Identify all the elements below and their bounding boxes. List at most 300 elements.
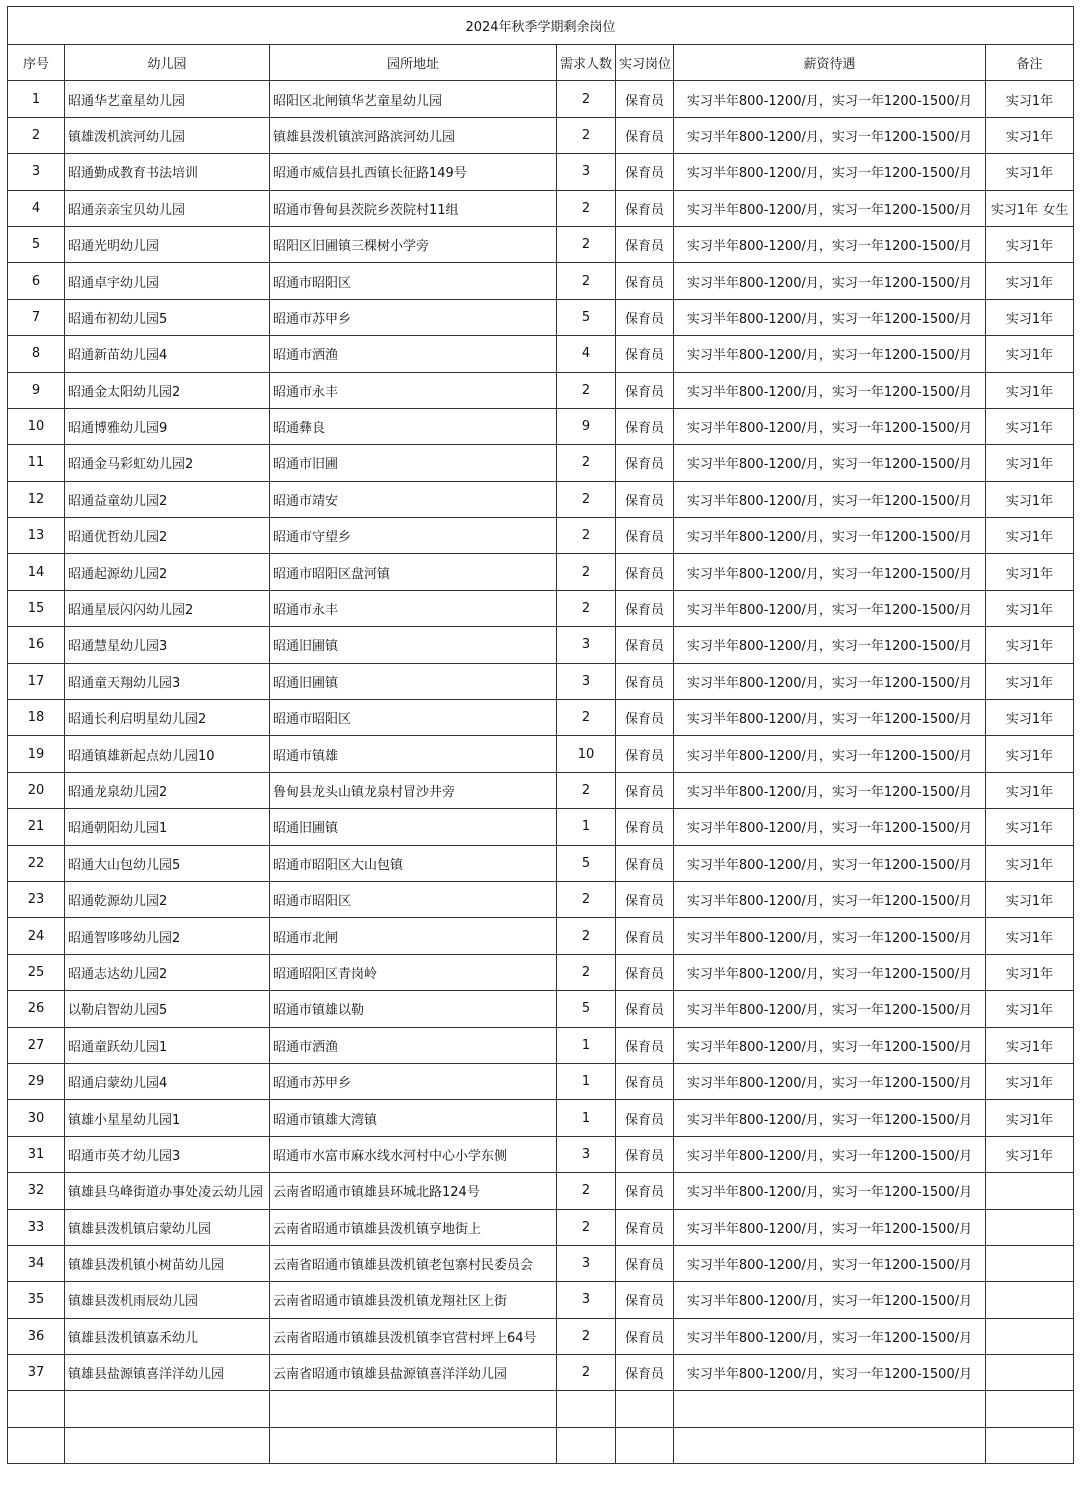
cell-address: 昭通市威信县扎西镇长征路149号 bbox=[270, 154, 557, 190]
table-row bbox=[8, 1427, 1074, 1463]
cell-remark bbox=[986, 1427, 1074, 1463]
cell-demand: 5 bbox=[557, 845, 616, 881]
cell-index: 35 bbox=[8, 1282, 65, 1318]
cell-salary: 实习半年800-1200/月，实习一年1200-1500/月 bbox=[674, 1027, 986, 1063]
cell-kindergarten: 昭通童跃幼儿园1 bbox=[65, 1027, 270, 1063]
cell-demand: 1 bbox=[557, 1027, 616, 1063]
cell-remark: 实习1年 bbox=[986, 590, 1074, 626]
table-row bbox=[8, 845, 1074, 881]
cell-salary: 实习半年800-1200/月，实习一年1200-1500/月 bbox=[674, 336, 986, 372]
cell-address: 昭通市水富市麻水线水河村中心小学东侧 bbox=[270, 1136, 557, 1172]
cell-demand: 2 bbox=[557, 1173, 616, 1209]
cell-demand bbox=[557, 1427, 616, 1463]
cell-position: 保育员 bbox=[616, 991, 674, 1027]
cell-address: 云南省昭通市镇雄县泼机镇亨地街上 bbox=[270, 1209, 557, 1245]
cell-index: 3 bbox=[8, 154, 65, 190]
cell-position: 保育员 bbox=[616, 663, 674, 699]
cell-kindergarten: 昭通光明幼儿园 bbox=[65, 226, 270, 262]
cell-position: 保育员 bbox=[616, 226, 674, 262]
cell-address: 昭通市昭阳区 bbox=[270, 700, 557, 736]
cell-position: 保育员 bbox=[616, 1100, 674, 1136]
header-kindergarten: 幼儿园 bbox=[65, 45, 270, 81]
cell-remark: 实习1年 bbox=[986, 881, 1074, 917]
cell-salary: 实习半年800-1200/月，实习一年1200-1500/月 bbox=[674, 1209, 986, 1245]
cell-index: 32 bbox=[8, 1173, 65, 1209]
cell-kindergarten: 昭通博雅幼儿园9 bbox=[65, 408, 270, 444]
cell-kindergarten: 镇雄县盐源镇喜洋洋幼儿园 bbox=[65, 1355, 270, 1391]
cell-demand: 3 bbox=[557, 627, 616, 663]
cell-index: 27 bbox=[8, 1027, 65, 1063]
cell-index: 17 bbox=[8, 663, 65, 699]
cell-kindergarten: 镇雄泼机滨河幼儿园 bbox=[65, 117, 270, 153]
cell-remark: 实习1年 bbox=[986, 809, 1074, 845]
cell-salary: 实习半年800-1200/月，实习一年1200-1500/月 bbox=[674, 590, 986, 626]
cell-index: 22 bbox=[8, 845, 65, 881]
cell-remark: 实习1年 bbox=[986, 481, 1074, 517]
cell-index: 10 bbox=[8, 408, 65, 444]
cell-salary bbox=[674, 1391, 986, 1427]
table-row bbox=[8, 809, 1074, 845]
cell-address: 云南省昭通市镇雄县泼机镇龙翔社区上街 bbox=[270, 1282, 557, 1318]
cell-salary: 实习半年800-1200/月，实习一年1200-1500/月 bbox=[674, 1100, 986, 1136]
cell-address: 云南省昭通市镇雄县盐源镇喜洋洋幼儿园 bbox=[270, 1355, 557, 1391]
cell-remark: 实习1年 bbox=[986, 1027, 1074, 1063]
cell-demand: 2 bbox=[557, 372, 616, 408]
cell-remark: 实习1年 bbox=[986, 117, 1074, 153]
cell-remark: 实习1年 bbox=[986, 81, 1074, 117]
cell-address: 云南省昭通市镇雄县泼机镇老包寨村民委员会 bbox=[270, 1245, 557, 1281]
cell-address: 昭通市洒渔 bbox=[270, 336, 557, 372]
cell-index: 9 bbox=[8, 372, 65, 408]
cell-kindergarten: 昭通起源幼儿园2 bbox=[65, 554, 270, 590]
cell-address: 昭通市永丰 bbox=[270, 372, 557, 408]
positions-table bbox=[7, 6, 1074, 1464]
cell-index: 18 bbox=[8, 700, 65, 736]
cell-address bbox=[270, 1391, 557, 1427]
cell-position: 保育员 bbox=[616, 518, 674, 554]
table-row bbox=[8, 700, 1074, 736]
table-row bbox=[8, 117, 1074, 153]
table-row bbox=[8, 554, 1074, 590]
cell-index: 23 bbox=[8, 881, 65, 917]
cell-index: 11 bbox=[8, 445, 65, 481]
cell-address: 昭阳区北闸镇华艺童星幼儿园 bbox=[270, 81, 557, 117]
cell-position: 保育员 bbox=[616, 627, 674, 663]
cell-address: 昭通市昭阳区大山包镇 bbox=[270, 845, 557, 881]
cell-remark: 实习1年 bbox=[986, 845, 1074, 881]
cell-address: 昭通市北闸 bbox=[270, 918, 557, 954]
cell-salary: 实习半年800-1200/月，实习一年1200-1500/月 bbox=[674, 299, 986, 335]
cell-demand: 2 bbox=[557, 190, 616, 226]
cell-position: 保育员 bbox=[616, 1209, 674, 1245]
cell-kindergarten: 昭通启蒙幼儿园4 bbox=[65, 1063, 270, 1099]
cell-salary: 实习半年800-1200/月，实习一年1200-1500/月 bbox=[674, 1063, 986, 1099]
cell-demand: 2 bbox=[557, 590, 616, 626]
cell-demand: 2 bbox=[557, 1318, 616, 1354]
cell-address: 昭通市镇雄 bbox=[270, 736, 557, 772]
cell-position: 保育员 bbox=[616, 736, 674, 772]
cell-demand: 3 bbox=[557, 1282, 616, 1318]
cell-position: 保育员 bbox=[616, 1027, 674, 1063]
cell-position: 保育员 bbox=[616, 554, 674, 590]
cell-demand: 3 bbox=[557, 663, 616, 699]
cell-position: 保育员 bbox=[616, 190, 674, 226]
table-row bbox=[8, 1063, 1074, 1099]
cell-kindergarten: 昭通乾源幼儿园2 bbox=[65, 881, 270, 917]
cell-salary: 实习半年800-1200/月，实习一年1200-1500/月 bbox=[674, 1355, 986, 1391]
table-row bbox=[8, 736, 1074, 772]
table-row bbox=[8, 190, 1074, 226]
cell-position: 保育员 bbox=[616, 445, 674, 481]
cell-position bbox=[616, 1391, 674, 1427]
cell-salary: 实习半年800-1200/月，实习一年1200-1500/月 bbox=[674, 445, 986, 481]
cell-salary: 实习半年800-1200/月，实习一年1200-1500/月 bbox=[674, 408, 986, 444]
cell-remark: 实习1年 bbox=[986, 408, 1074, 444]
cell-demand: 2 bbox=[557, 772, 616, 808]
cell-index: 13 bbox=[8, 518, 65, 554]
cell-kindergarten: 镇雄小星星幼儿园1 bbox=[65, 1100, 270, 1136]
table-row bbox=[8, 372, 1074, 408]
cell-kindergarten: 昭通长利启明星幼儿园2 bbox=[65, 700, 270, 736]
cell-position: 保育员 bbox=[616, 263, 674, 299]
table-row bbox=[8, 299, 1074, 335]
cell-salary: 实习半年800-1200/月，实习一年1200-1500/月 bbox=[674, 700, 986, 736]
cell-kindergarten: 昭通大山包幼儿园5 bbox=[65, 845, 270, 881]
cell-position: 保育员 bbox=[616, 1355, 674, 1391]
cell-demand: 3 bbox=[557, 154, 616, 190]
cell-demand: 3 bbox=[557, 1245, 616, 1281]
cell-index: 24 bbox=[8, 918, 65, 954]
cell-index: 15 bbox=[8, 590, 65, 626]
cell-address: 昭通市镇雄大湾镇 bbox=[270, 1100, 557, 1136]
cell-salary: 实习半年800-1200/月，实习一年1200-1500/月 bbox=[674, 845, 986, 881]
cell-demand: 2 bbox=[557, 1209, 616, 1245]
cell-salary: 实习半年800-1200/月，实习一年1200-1500/月 bbox=[674, 518, 986, 554]
cell-kindergarten: 昭通布初幼儿园5 bbox=[65, 299, 270, 335]
cell-salary: 实习半年800-1200/月，实习一年1200-1500/月 bbox=[674, 991, 986, 1027]
table-row bbox=[8, 1282, 1074, 1318]
cell-position: 保育员 bbox=[616, 1063, 674, 1099]
cell-demand: 1 bbox=[557, 1100, 616, 1136]
cell-address: 昭通市昭阳区 bbox=[270, 263, 557, 299]
cell-position: 保育员 bbox=[616, 881, 674, 917]
cell-salary: 实习半年800-1200/月，实习一年1200-1500/月 bbox=[674, 1245, 986, 1281]
cell-remark: 实习1年 bbox=[986, 372, 1074, 408]
table-row bbox=[8, 1136, 1074, 1172]
cell-demand: 2 bbox=[557, 518, 616, 554]
cell-remark: 实习1年 bbox=[986, 226, 1074, 262]
cell-demand: 2 bbox=[557, 918, 616, 954]
cell-remark: 实习1年 bbox=[986, 554, 1074, 590]
cell-demand: 1 bbox=[557, 1063, 616, 1099]
header-row bbox=[8, 45, 1074, 81]
cell-remark: 实习1年 bbox=[986, 1136, 1074, 1172]
cell-remark bbox=[986, 1355, 1074, 1391]
table-row bbox=[8, 881, 1074, 917]
table-row bbox=[8, 1027, 1074, 1063]
cell-salary: 实习半年800-1200/月，实习一年1200-1500/月 bbox=[674, 263, 986, 299]
cell-demand: 1 bbox=[557, 809, 616, 845]
cell-index: 8 bbox=[8, 336, 65, 372]
cell-position: 保育员 bbox=[616, 1318, 674, 1354]
table-row bbox=[8, 663, 1074, 699]
table-row bbox=[8, 627, 1074, 663]
cell-kindergarten: 昭通优哲幼儿园2 bbox=[65, 518, 270, 554]
cell-kindergarten: 镇雄县泼机镇嘉禾幼儿 bbox=[65, 1318, 270, 1354]
cell-demand: 5 bbox=[557, 991, 616, 1027]
cell-index: 1 bbox=[8, 81, 65, 117]
cell-demand: 2 bbox=[557, 1355, 616, 1391]
cell-remark: 实习1年 bbox=[986, 445, 1074, 481]
cell-remark: 实习1年 bbox=[986, 991, 1074, 1027]
cell-remark bbox=[986, 1173, 1074, 1209]
cell-demand: 2 bbox=[557, 445, 616, 481]
cell-index: 36 bbox=[8, 1318, 65, 1354]
cell-index: 16 bbox=[8, 627, 65, 663]
cell-kindergarten: 昭通华艺童星幼儿园 bbox=[65, 81, 270, 117]
cell-kindergarten: 镇雄县泼机镇启蒙幼儿园 bbox=[65, 1209, 270, 1245]
cell-index: 5 bbox=[8, 226, 65, 262]
cell-remark: 实习1年 bbox=[986, 663, 1074, 699]
table-row bbox=[8, 590, 1074, 626]
cell-demand: 5 bbox=[557, 299, 616, 335]
table-title: 2024年秋季学期剩余岗位 bbox=[8, 7, 1074, 45]
cell-index: 33 bbox=[8, 1209, 65, 1245]
title-row bbox=[8, 7, 1074, 45]
cell-position: 保育员 bbox=[616, 1136, 674, 1172]
cell-kindergarten: 昭通金太阳幼儿园2 bbox=[65, 372, 270, 408]
cell-salary: 实习半年800-1200/月，实习一年1200-1500/月 bbox=[674, 1136, 986, 1172]
table-row bbox=[8, 772, 1074, 808]
table-row bbox=[8, 954, 1074, 990]
cell-demand: 2 bbox=[557, 226, 616, 262]
cell-position: 保育员 bbox=[616, 81, 674, 117]
cell-kindergarten: 昭通慧星幼儿园3 bbox=[65, 627, 270, 663]
cell-position: 保育员 bbox=[616, 117, 674, 153]
cell-kindergarten: 昭通亲亲宝贝幼儿园 bbox=[65, 190, 270, 226]
positions-sheet bbox=[7, 6, 1073, 1464]
cell-remark: 实习1年 bbox=[986, 772, 1074, 808]
cell-index: 29 bbox=[8, 1063, 65, 1099]
cell-index: 30 bbox=[8, 1100, 65, 1136]
cell-salary: 实习半年800-1200/月，实习一年1200-1500/月 bbox=[674, 190, 986, 226]
cell-index: 2 bbox=[8, 117, 65, 153]
table-row bbox=[8, 918, 1074, 954]
cell-remark: 实习1年 bbox=[986, 918, 1074, 954]
cell-demand: 9 bbox=[557, 408, 616, 444]
cell-address: 昭阳区旧圃镇三棵树小学旁 bbox=[270, 226, 557, 262]
cell-address: 鲁甸县龙头山镇龙泉村冒沙井旁 bbox=[270, 772, 557, 808]
cell-index: 25 bbox=[8, 954, 65, 990]
table-row bbox=[8, 1318, 1074, 1354]
cell-kindergarten: 昭通勤成教育书法培训 bbox=[65, 154, 270, 190]
cell-demand: 2 bbox=[557, 700, 616, 736]
cell-position: 保育员 bbox=[616, 809, 674, 845]
cell-demand: 2 bbox=[557, 481, 616, 517]
cell-position: 保育员 bbox=[616, 700, 674, 736]
cell-demand: 2 bbox=[557, 117, 616, 153]
cell-salary: 实习半年800-1200/月，实习一年1200-1500/月 bbox=[674, 554, 986, 590]
cell-index: 14 bbox=[8, 554, 65, 590]
cell-position: 保育员 bbox=[616, 772, 674, 808]
cell-demand bbox=[557, 1391, 616, 1427]
cell-index bbox=[8, 1391, 65, 1427]
table-row bbox=[8, 1245, 1074, 1281]
cell-kindergarten: 昭通星辰闪闪幼儿园2 bbox=[65, 590, 270, 626]
table-row bbox=[8, 1355, 1074, 1391]
cell-address: 昭通市洒渔 bbox=[270, 1027, 557, 1063]
cell-kindergarten: 镇雄县泼机雨辰幼儿园 bbox=[65, 1282, 270, 1318]
header-remark: 备注 bbox=[986, 45, 1074, 81]
table-row bbox=[8, 1209, 1074, 1245]
cell-address: 昭通昭阳区青岗岭 bbox=[270, 954, 557, 990]
cell-remark: 实习1年 女生 bbox=[986, 190, 1074, 226]
cell-position: 保育员 bbox=[616, 954, 674, 990]
header-position: 实习岗位 bbox=[616, 45, 674, 81]
cell-index: 19 bbox=[8, 736, 65, 772]
cell-position bbox=[616, 1427, 674, 1463]
cell-demand: 2 bbox=[557, 554, 616, 590]
cell-kindergarten: 昭通镇雄新起点幼儿园10 bbox=[65, 736, 270, 772]
cell-salary: 实习半年800-1200/月，实习一年1200-1500/月 bbox=[674, 81, 986, 117]
header-salary: 薪资待遇 bbox=[674, 45, 986, 81]
cell-address: 昭通市鲁甸县茨院乡茨院村11组 bbox=[270, 190, 557, 226]
cell-kindergarten bbox=[65, 1427, 270, 1463]
cell-demand: 10 bbox=[557, 736, 616, 772]
cell-position: 保育员 bbox=[616, 918, 674, 954]
cell-demand: 2 bbox=[557, 954, 616, 990]
cell-salary: 实习半年800-1200/月，实习一年1200-1500/月 bbox=[674, 627, 986, 663]
cell-position: 保育员 bbox=[616, 1173, 674, 1209]
cell-position: 保育员 bbox=[616, 299, 674, 335]
cell-salary: 实习半年800-1200/月，实习一年1200-1500/月 bbox=[674, 226, 986, 262]
cell-position: 保育员 bbox=[616, 154, 674, 190]
cell-index: 20 bbox=[8, 772, 65, 808]
table-row bbox=[8, 154, 1074, 190]
cell-salary: 实习半年800-1200/月，实习一年1200-1500/月 bbox=[674, 372, 986, 408]
cell-demand: 2 bbox=[557, 881, 616, 917]
cell-address: 昭通市靖安 bbox=[270, 481, 557, 517]
cell-kindergarten: 昭通朝阳幼儿园1 bbox=[65, 809, 270, 845]
cell-remark: 实习1年 bbox=[986, 518, 1074, 554]
cell-remark: 实习1年 bbox=[986, 263, 1074, 299]
cell-remark bbox=[986, 1209, 1074, 1245]
cell-remark: 实习1年 bbox=[986, 1100, 1074, 1136]
cell-kindergarten: 昭通市英才幼儿园3 bbox=[65, 1136, 270, 1172]
cell-salary: 实习半年800-1200/月，实习一年1200-1500/月 bbox=[674, 736, 986, 772]
cell-demand: 2 bbox=[557, 81, 616, 117]
cell-remark: 实习1年 bbox=[986, 299, 1074, 335]
cell-address: 昭通旧圃镇 bbox=[270, 627, 557, 663]
cell-position: 保育员 bbox=[616, 590, 674, 626]
cell-index: 12 bbox=[8, 481, 65, 517]
table-row bbox=[8, 1100, 1074, 1136]
cell-address: 昭通彝良 bbox=[270, 408, 557, 444]
table-row bbox=[8, 445, 1074, 481]
table-row bbox=[8, 226, 1074, 262]
cell-position: 保育员 bbox=[616, 336, 674, 372]
cell-position: 保育员 bbox=[616, 1245, 674, 1281]
table-row bbox=[8, 518, 1074, 554]
cell-index: 31 bbox=[8, 1136, 65, 1172]
cell-remark bbox=[986, 1245, 1074, 1281]
cell-kindergarten bbox=[65, 1391, 270, 1427]
cell-index: 4 bbox=[8, 190, 65, 226]
cell-position: 保育员 bbox=[616, 372, 674, 408]
cell-index: 21 bbox=[8, 809, 65, 845]
cell-kindergarten: 以勒启智幼儿园5 bbox=[65, 991, 270, 1027]
cell-address: 昭通市昭阳区 bbox=[270, 881, 557, 917]
table-row bbox=[8, 1173, 1074, 1209]
cell-remark: 实习1年 bbox=[986, 336, 1074, 372]
cell-remark: 实习1年 bbox=[986, 1063, 1074, 1099]
header-index: 序号 bbox=[8, 45, 65, 81]
cell-remark bbox=[986, 1391, 1074, 1427]
cell-address: 昭通市旧圃 bbox=[270, 445, 557, 481]
cell-position: 保育员 bbox=[616, 845, 674, 881]
cell-demand: 2 bbox=[557, 263, 616, 299]
cell-index bbox=[8, 1427, 65, 1463]
cell-index: 6 bbox=[8, 263, 65, 299]
cell-kindergarten: 昭通童天翔幼儿园3 bbox=[65, 663, 270, 699]
table-row bbox=[8, 81, 1074, 117]
cell-demand: 4 bbox=[557, 336, 616, 372]
cell-remark bbox=[986, 1318, 1074, 1354]
cell-address bbox=[270, 1427, 557, 1463]
cell-position: 保育员 bbox=[616, 481, 674, 517]
header-demand: 需求人数 bbox=[557, 45, 616, 81]
cell-salary: 实习半年800-1200/月，实习一年1200-1500/月 bbox=[674, 954, 986, 990]
cell-salary: 实习半年800-1200/月，实习一年1200-1500/月 bbox=[674, 663, 986, 699]
cell-remark: 实习1年 bbox=[986, 954, 1074, 990]
cell-remark: 实习1年 bbox=[986, 627, 1074, 663]
cell-salary: 实习半年800-1200/月，实习一年1200-1500/月 bbox=[674, 1173, 986, 1209]
cell-demand: 3 bbox=[557, 1136, 616, 1172]
cell-remark: 实习1年 bbox=[986, 154, 1074, 190]
cell-salary: 实习半年800-1200/月，实习一年1200-1500/月 bbox=[674, 918, 986, 954]
cell-address: 昭通旧圃镇 bbox=[270, 809, 557, 845]
cell-remark bbox=[986, 1282, 1074, 1318]
table-row bbox=[8, 408, 1074, 444]
cell-salary: 实习半年800-1200/月，实习一年1200-1500/月 bbox=[674, 1282, 986, 1318]
cell-kindergarten: 镇雄县泼机镇小树苗幼儿园 bbox=[65, 1245, 270, 1281]
cell-index: 26 bbox=[8, 991, 65, 1027]
cell-address: 镇雄县泼机镇滨河路滨河幼儿园 bbox=[270, 117, 557, 153]
table-row bbox=[8, 336, 1074, 372]
cell-kindergarten: 昭通新苗幼儿园4 bbox=[65, 336, 270, 372]
cell-index: 7 bbox=[8, 299, 65, 335]
cell-salary bbox=[674, 1427, 986, 1463]
cell-salary: 实习半年800-1200/月，实习一年1200-1500/月 bbox=[674, 809, 986, 845]
cell-index: 34 bbox=[8, 1245, 65, 1281]
cell-address: 云南省昭通市镇雄县环城北路124号 bbox=[270, 1173, 557, 1209]
cell-address: 云南省昭通市镇雄县泼机镇李官营村坪上64号 bbox=[270, 1318, 557, 1354]
table-row bbox=[8, 991, 1074, 1027]
cell-kindergarten: 昭通龙泉幼儿园2 bbox=[65, 772, 270, 808]
cell-remark: 实习1年 bbox=[986, 736, 1074, 772]
cell-address: 昭通市昭阳区盘河镇 bbox=[270, 554, 557, 590]
cell-salary: 实习半年800-1200/月，实习一年1200-1500/月 bbox=[674, 481, 986, 517]
table-row bbox=[8, 1391, 1074, 1427]
header-address: 园所地址 bbox=[270, 45, 557, 81]
cell-address: 昭通市守望乡 bbox=[270, 518, 557, 554]
cell-address: 昭通市苏甲乡 bbox=[270, 299, 557, 335]
cell-salary: 实习半年800-1200/月，实习一年1200-1500/月 bbox=[674, 117, 986, 153]
cell-kindergarten: 昭通智哆哆幼儿园2 bbox=[65, 918, 270, 954]
cell-kindergarten: 昭通志达幼儿园2 bbox=[65, 954, 270, 990]
cell-address: 昭通市永丰 bbox=[270, 590, 557, 626]
table-row bbox=[8, 263, 1074, 299]
